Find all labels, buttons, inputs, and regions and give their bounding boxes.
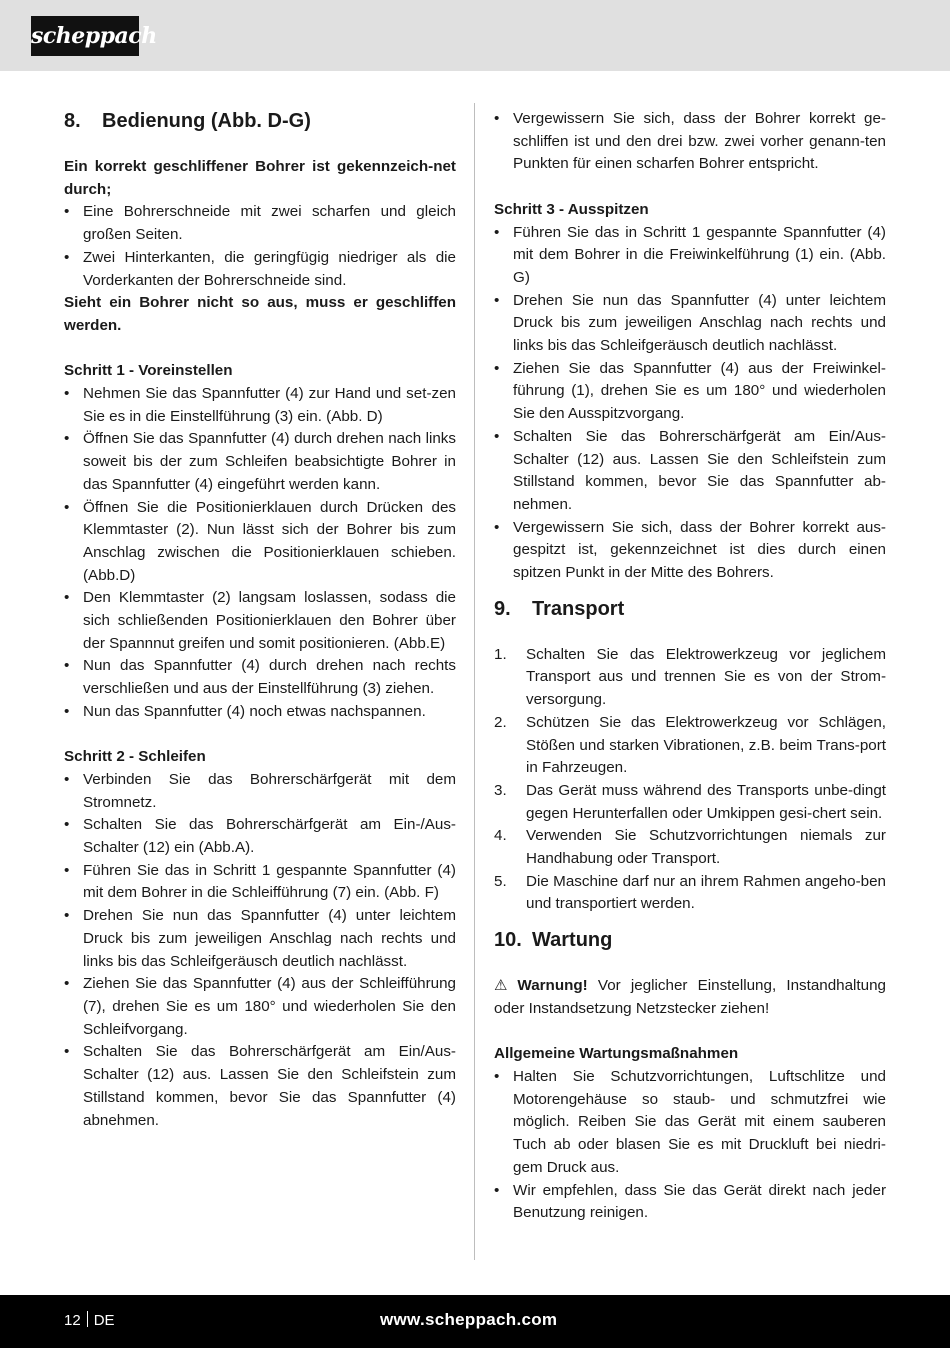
list-item: • Schalten Sie das Bohrerschärfgerät am Ein/Aus-Schalter (12) aus. Lassen Sie den Schleifstein zum Stillstand kommen, bevor Sie das Spannfutter (4) abnehmen. [64, 1041, 456, 1132]
section-heading-transport [494, 596, 886, 622]
list-item: 1. Schalten Sie das Elektrowerkzeug vor jeglichem Transport aus und trennen Sie es von der Strom-versorgung. [494, 645, 886, 709]
list-item: • Nehmen Sie das Spannfutter (4) zur Hand und set-zen Sie es in die Einstellführung (3) ein. (Abb. D) [64, 383, 456, 428]
list-item: • Nun das Spannfutter (4) durch drehen nach rechts verschließen und aus der Einstellführung (3) ziehen. [64, 655, 456, 700]
list-item: • Drehen Sie nun das Spannfutter (4) unter leichtem Druck bis zum jeweiligen Anschlag nach rechts und links bis das Schleifgeräusch deutlich nachlässt. [64, 905, 456, 973]
warning-label: Warnung! [517, 977, 588, 995]
column-divider [474, 103, 475, 1260]
list-item: 2. Schützen Sie das Elektrowerkzeug vor Schlägen, Stößen und starken Vibrationen, z.B. beim Trans-port in Fahrzeugen. [494, 713, 886, 777]
section-heading-maintenance [494, 927, 886, 953]
scheppach-logo: scheppach [31, 16, 139, 56]
list-item: • Schalten Sie das Bohrerschärfgerät am Ein-/Aus-Schalter (12) ein (Abb.A). [64, 814, 456, 859]
section-title: Bedienung (Abb. D-G) [102, 110, 311, 132]
section-title: Transport [532, 597, 625, 620]
step3-list [494, 222, 886, 585]
left-column [64, 108, 456, 1132]
list-item: • Vergewissern Sie sich, dass der Bohrer korrekt ge-schliffen ist und den drei bzw. zwei vorher genann-ten Punkten für einen scharfen Bohrer entspricht. [494, 108, 886, 176]
list-item: • Schalten Sie das Bohrerschärfgerät am Ein/Aus-Schalter (12) aus. Lassen Sie den Schleifstein zum Stillstand kommen, bevor Sie das Spannfutter ab-nehmen. [494, 426, 886, 517]
list-item: • Den Klemmtaster (2) langsam loslassen, sodass die sich schließenden Positionierklauen den Bohrer über der Spannnut greifen und somit positionieren. (Abb.E) [64, 587, 456, 655]
transport-list [494, 644, 886, 916]
page-number: 12 DE [64, 1312, 115, 1329]
section-number: 10. [494, 929, 522, 952]
intro-note: Sieht ein Bohrer nicht so aus, muss er geschliffen werden. [64, 294, 456, 334]
list-item: • Eine Bohrerschneide mit zwei scharfen und gleich großen Seiten. [64, 201, 456, 246]
step3-heading: Schritt 3 - Ausspitzen [494, 200, 649, 218]
website-link[interactable]: www.scheppach.com [380, 1310, 558, 1329]
step2-list [64, 769, 456, 1132]
list-item: • Nun das Spannfutter (4) noch etwas nachspannen. [64, 701, 456, 724]
list-item: • Halten Sie Schutzvorrichtungen, Luftschlitze und Motorengehäuse so staub- und schmutzfrei wie möglich. Reiben Sie das Gerät mit einem sauberen Tuch ab oder blasen Sie es mit Druckluft bei niedri-gem Druck aus. [494, 1066, 886, 1180]
list-item: • Öffnen Sie das Spannfutter (4) durch drehen nach links soweit bis der zum Schleifen beabsichtigte Bohrer in das Spannfutter (4) eingeführt werden kann. [64, 428, 456, 496]
intro-heading: Ein korrekt geschliffener Bohrer ist gekennzeich-net durch; [64, 158, 456, 198]
list-item: 3. Das Gerät muss während des Transports unbe-dingt gegen Herunterfallen oder Umkippen gesi-chert sein. [494, 781, 886, 822]
right-column [494, 108, 886, 1225]
footer-separator [87, 1311, 88, 1327]
list-item: • Ziehen Sie das Spannfutter (4) aus der Schleifführung (7), drehen Sie es um 180° und wiederholen Sie den Schleifvorgang. [64, 973, 456, 1041]
list-item: 5. Die Maschine darf nur an ihrem Rahmen angeho-ben und transportiert werden. [494, 872, 886, 913]
step2-continued-list [494, 108, 886, 176]
section-title: Wartung [532, 929, 613, 952]
section-number: 8. [64, 110, 81, 132]
list-item: • Wir empfehlen, dass Sie das Gerät direkt nach jeder Benutzung reinigen. [494, 1180, 886, 1225]
list-item: • Führen Sie das in Schritt 1 gespannte Spannfutter (4) mit dem Bohrer in die Freiwinkelführung (1) ein. (Abb. G) [494, 222, 886, 290]
step1-heading: Schritt 1 - Voreinstellen [64, 362, 233, 380]
list-item: • Vergewissern Sie sich, dass der Bohrer korrekt aus-gespitzt ist, gekennzeichnet ist dies durch einen spitzen Punkt in der Mitte des Bohrers. [494, 517, 886, 585]
page-header [0, 0, 950, 71]
list-item: • Führen Sie das in Schritt 1 gespannte Spannfutter (4) mit dem Bohrer in die Schleifführung (7) ein. (Abb. F) [64, 860, 456, 905]
warning-paragraph [494, 975, 886, 1020]
maintenance-list [494, 1066, 886, 1225]
list-item: • Drehen Sie nun das Spannfutter (4) unter leichtem Druck bis zum jeweiligen Anschlag nach rechts und links bis das Schleifgeräusch deutlich nachlässt. [494, 290, 886, 358]
list-item: 4. Verwenden Sie Schutzvorrichtungen niemals zur Handhabung oder Transport. [494, 827, 886, 868]
step1-list [64, 383, 456, 724]
warning-icon: ⚠ [494, 977, 514, 995]
list-item: • Öffnen Sie die Positionierklauen durch Drücken des Klemmtaster (2). Nun lässt sich der Bohrer bis zum Anschlag zwischen die Positionierklauen schieben. (Abb.D) [64, 497, 456, 588]
maintenance-subheading: Allgemeine Wartungsmaßnahmen [494, 1045, 739, 1063]
list-item: • Verbinden Sie das Bohrerschärfgerät mit dem Stromnetz. [64, 769, 456, 814]
list-item: • Zwei Hinterkanten, die geringfügig niedriger als die Vorderkanten der Bohrerschneide sind. [64, 247, 456, 292]
list-item: • Ziehen Sie das Spannfutter (4) aus der Freiwinkel-führung (1), drehen Sie es um 180° und wiederholen Sie den Ausspitzvorgang. [494, 358, 886, 426]
section-number: 9. [494, 597, 511, 620]
step2-heading: Schritt 2 - Schleifen [64, 748, 206, 766]
warning-text: Vor jeglicher Einstellung, Instandhaltung oder Instandsetzung Netzstecker ziehen! [494, 977, 886, 1017]
page-footer [0, 1295, 950, 1348]
intro-list [64, 201, 456, 292]
section-heading-operation [64, 108, 456, 134]
